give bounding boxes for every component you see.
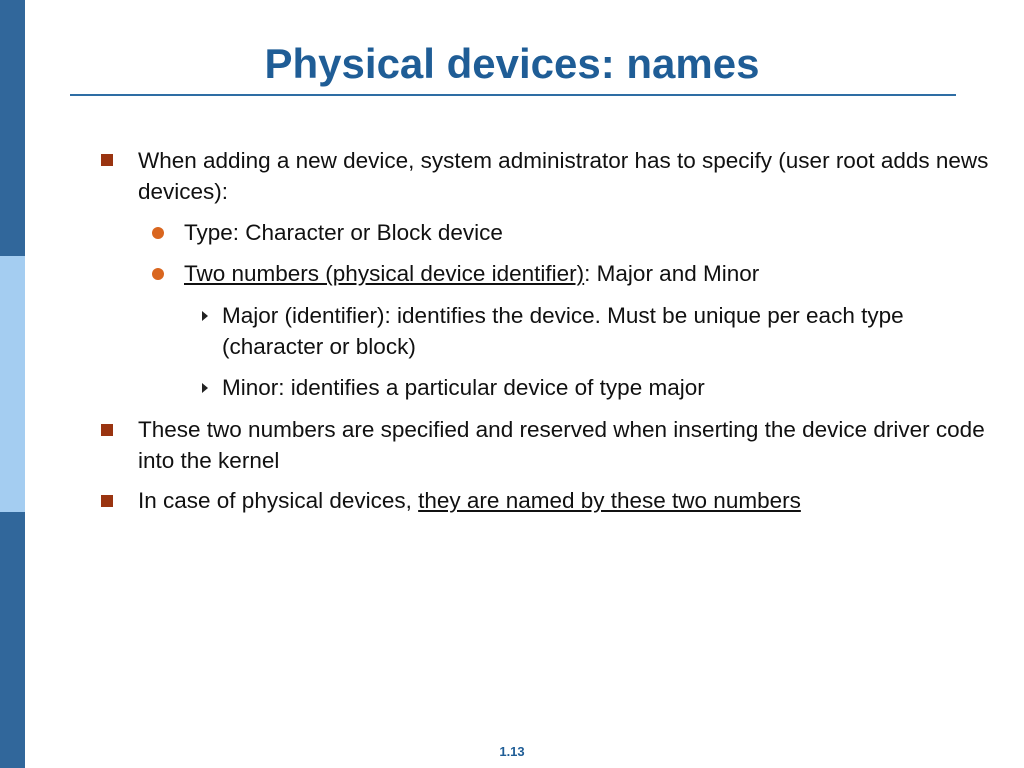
square-bullet-icon [101, 154, 113, 166]
bullet-item [184, 258, 984, 289]
triangle-bullet-icon [202, 311, 208, 321]
bullet-text: Type: Character or Block device [184, 220, 503, 245]
bullet-text: In case of physical devices, [138, 488, 419, 513]
bullet-item [138, 414, 998, 476]
bullet-item [184, 217, 984, 248]
square-bullet-icon [101, 495, 113, 507]
bullet-item [138, 485, 998, 516]
round-bullet-icon [152, 268, 164, 280]
page-number: 1.13 [499, 744, 525, 759]
square-bullet-icon [101, 424, 113, 436]
bullet-item [138, 145, 998, 207]
underlined-text: they are named by these two numbers [418, 488, 801, 513]
bullet-item [222, 300, 1002, 362]
bullet-item [222, 372, 1002, 403]
slide-title: Physical devices: names [264, 40, 760, 87]
round-bullet-icon [152, 227, 164, 239]
bullet-text: Major (identifier): identifies the device. Must be unique per each type (character or block) [222, 303, 904, 359]
bullet-text: Minor: identifies a particular device of type major [222, 375, 705, 400]
bullet-text: : Major and Minor [584, 261, 760, 286]
bullet-text: These two numbers are specified and reserved when inserting the device driver code into the kernel [138, 417, 985, 473]
triangle-bullet-icon [202, 383, 208, 393]
underlined-text: Two numbers (physical device identifier) [184, 261, 585, 286]
bullet-text: When adding a new device, system administrator has to specify (user root adds news devices): [138, 148, 989, 204]
